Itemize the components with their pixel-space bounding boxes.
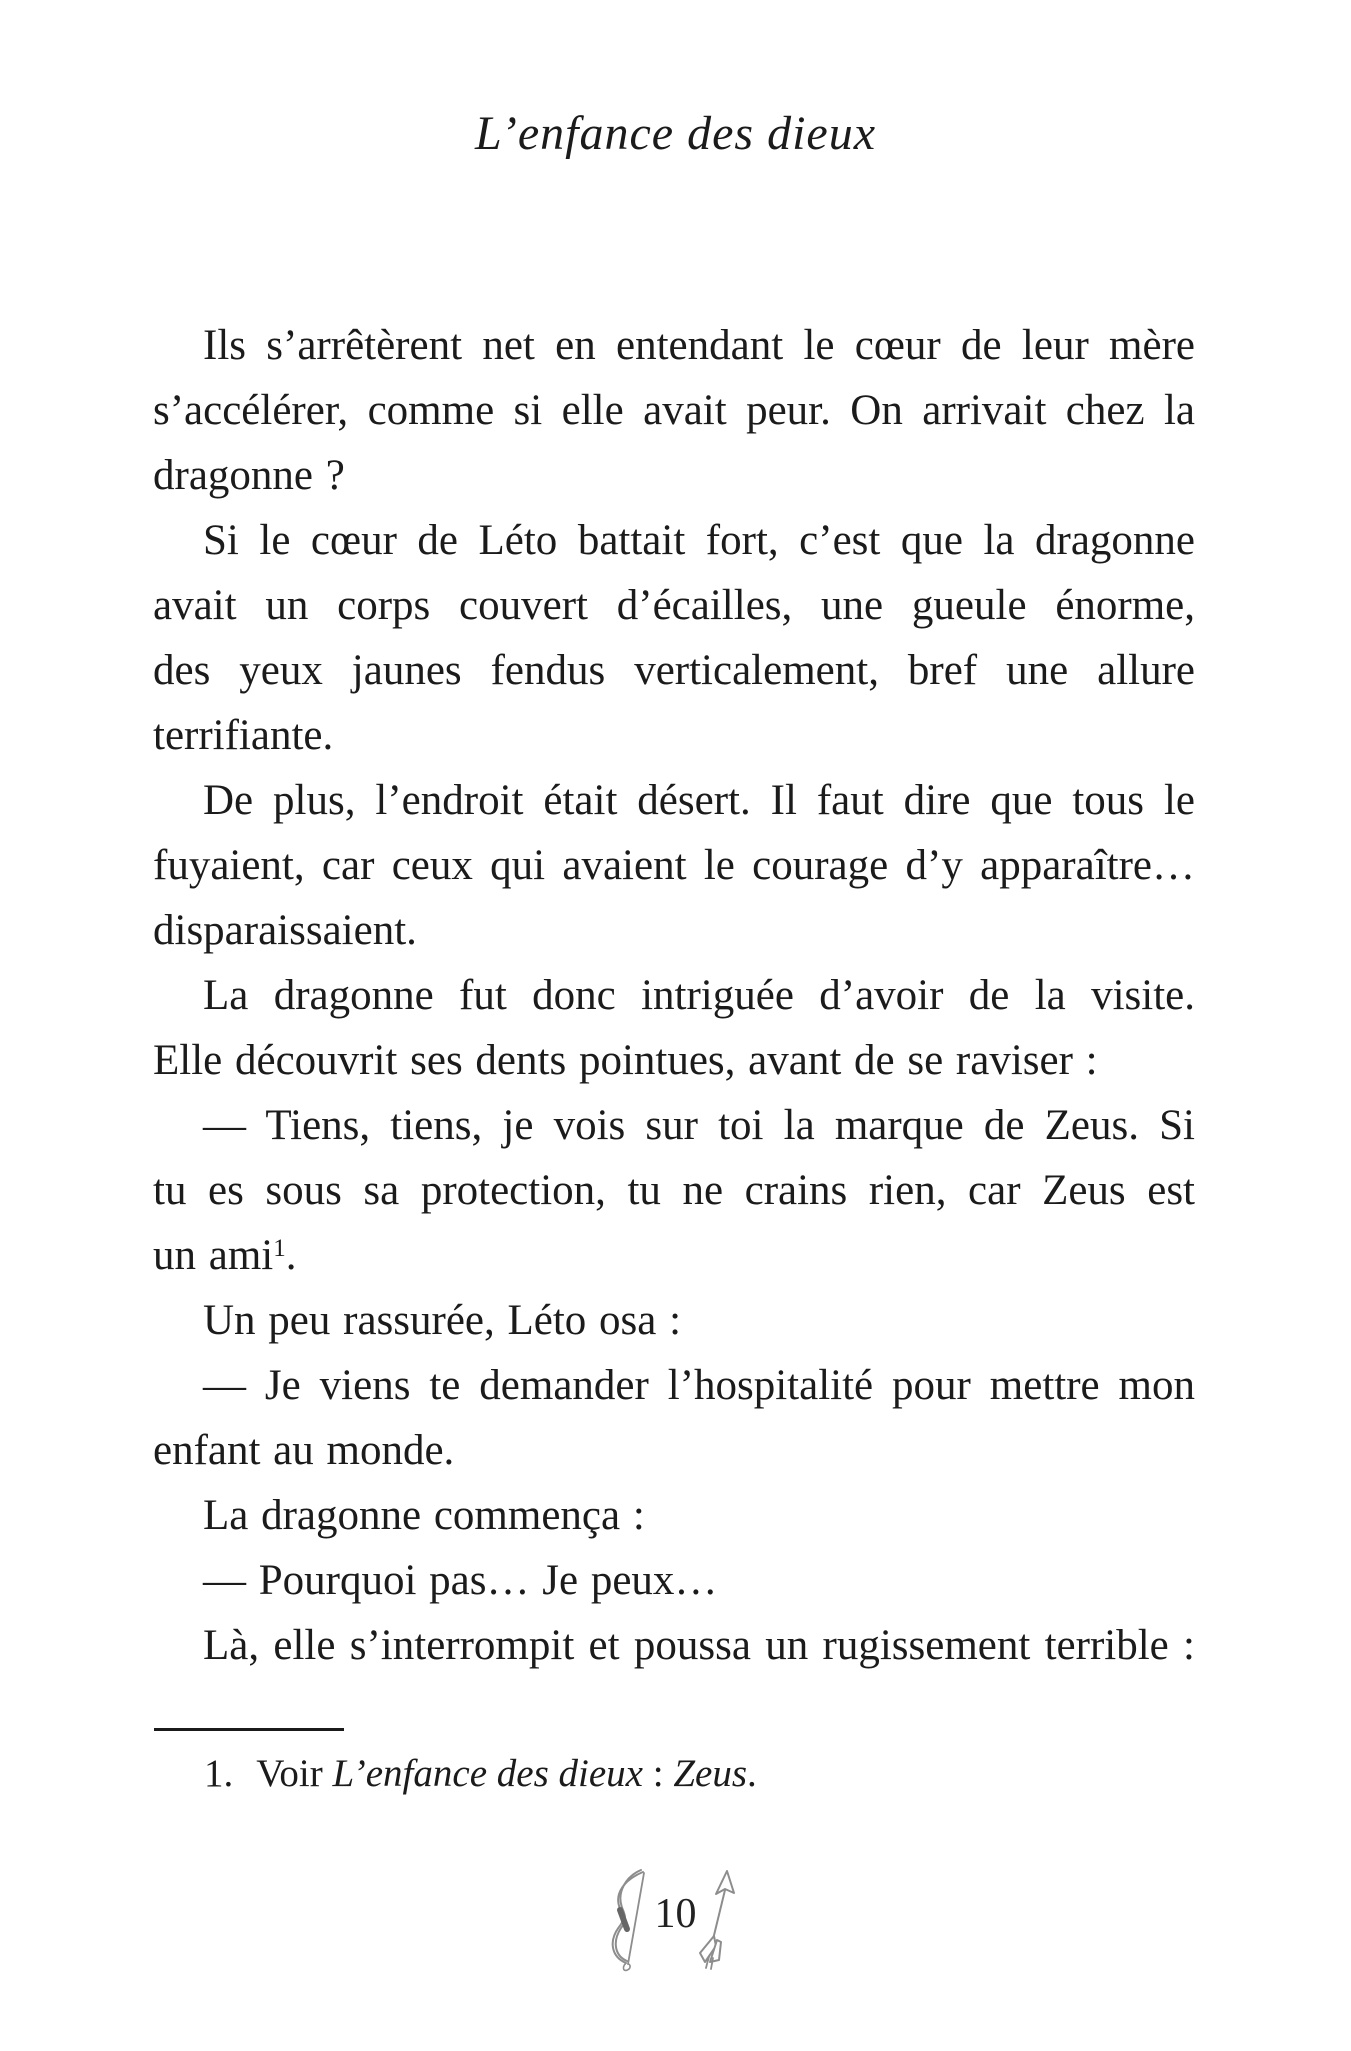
text-line: Ils s’arrêtèrent net en entendant le cœur de leur mère [203, 322, 1195, 369]
text-run: un ami [153, 1232, 274, 1279]
footnote-marker: 1. [204, 1752, 234, 1795]
text-run: . [285, 1232, 297, 1279]
footnote-tail: . [747, 1752, 757, 1795]
footnote-separator-rule [154, 1728, 344, 1731]
arrow-ornament [696, 1868, 742, 1974]
text-line: des yeux jaunes fendus verticalement, bref une allure [153, 647, 1195, 694]
text-line: La dragonne commença : [203, 1492, 645, 1539]
text-line: fuyaient, car ceux qui avaient le courage d’y apparaître… [153, 842, 1195, 889]
text-line: La dragonne fut donc intriguée d’avoir de la visite. [203, 972, 1195, 1019]
footnote-reference: 1 [273, 1235, 286, 1263]
body-text [153, 313, 1195, 1678]
text-line: terrifiante. [153, 712, 334, 759]
text-line [153, 1223, 1195, 1288]
text-line: Si le cœur de Léto battait fort, c’est que la dragonne [203, 517, 1195, 564]
footnote-book-title: L’enfance des dieux [332, 1752, 643, 1795]
footnote [204, 1752, 1204, 1796]
running-header: L’enfance des dieux [474, 107, 877, 160]
text-line: — Je viens te demander l’hospitalité pour mettre mon [203, 1362, 1195, 1409]
text-line: — Tiens, tiens, je vois sur toi la marque de Zeus. Si [203, 1102, 1195, 1149]
page-number: 10 [654, 1891, 697, 1937]
text-line: avait un corps couvert d’écailles, une gueule énorme, [153, 582, 1195, 629]
text-line: enfant au monde. [153, 1427, 455, 1474]
text-line: dragonne ? [153, 452, 345, 499]
footnote-work-name: Zeus [673, 1752, 747, 1795]
text-line: tu es sous sa protection, tu ne crains rien, car Zeus est [153, 1167, 1195, 1214]
text-line: Elle découvrit ses dents pointues, avant de se raviser : [153, 1037, 1098, 1084]
footnote-lead: Voir [256, 1752, 323, 1795]
text-line: s’accélérer, comme si elle avait peur. On arrivait chez la [153, 387, 1195, 434]
footnote-separator-text: : [652, 1752, 664, 1795]
text-line: — Pourquoi pas… Je peux… [203, 1557, 718, 1604]
text-line: Là, elle s’interrompit et poussa un rugissement terrible : [203, 1622, 1195, 1669]
text-line: Un peu rassurée, Léto osa : [203, 1297, 682, 1344]
text-line: disparaissaient. [153, 907, 417, 954]
text-line: De plus, l’endroit était désert. Il faut dire que tous le [203, 777, 1195, 824]
